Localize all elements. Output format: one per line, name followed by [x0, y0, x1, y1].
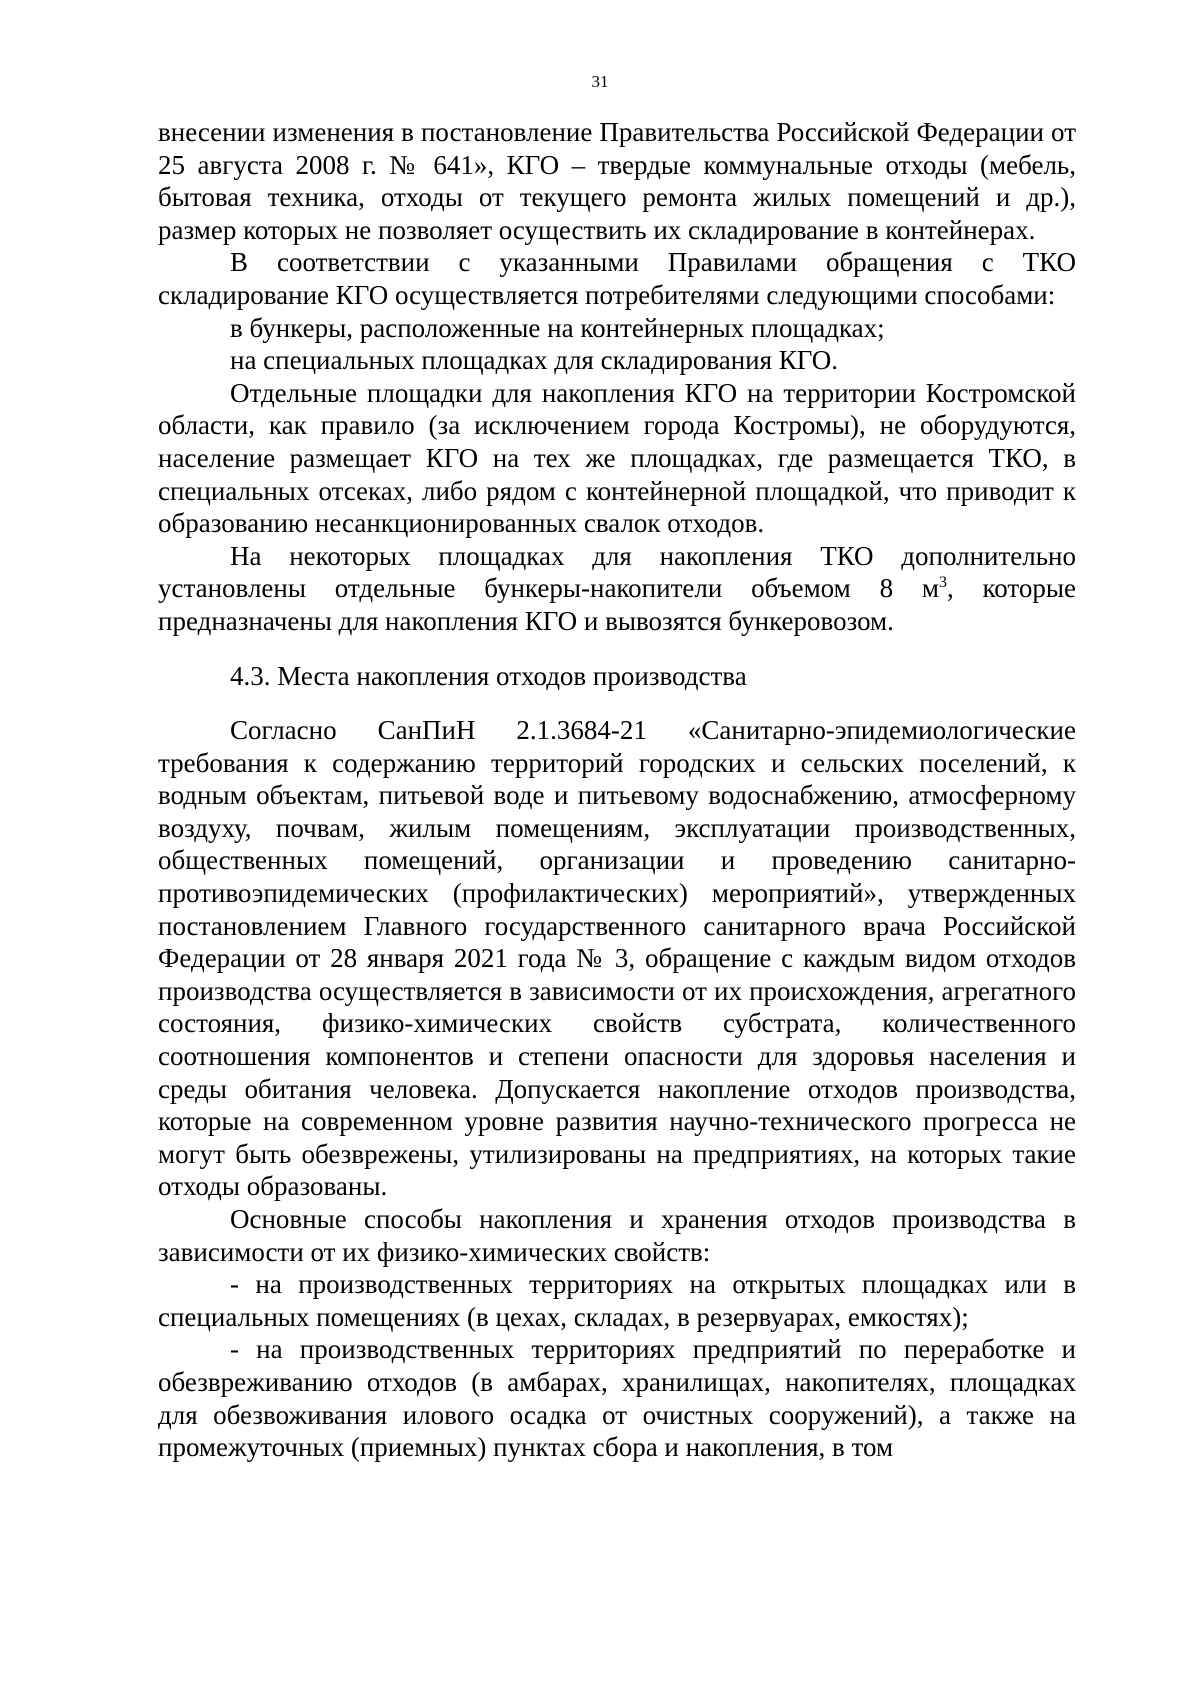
list-item-bunkers: в бункеры, расположенные на контейнерных площадках;: [230, 312, 885, 343]
list-item-open-sites: - на производственных территориях на открытых площадках или в специальных помещениях (в цехах, складах, в резервуарах, емкостях);: [158, 1269, 1076, 1332]
list-item-special-sites: на специальных площадках для складирования КГО.: [230, 345, 838, 376]
paragraph-sanpin: Согласно СанПиН 2.1.3684-21 «Санитарно-эпидемиологические требования к содержанию территорий городских и сельских поселений, к водным объектам, питьевой воде и питьевому водоснабжению, атмосферному воздуху, почвам, жилым помещениям, эксплуатации производственных, общественных помещений, организации и проведению санитарно-противоэпидемических (профилактических) мероприятий», утвержденных постановлением Главного государственного санитарного врача Российской Федерации от 28 января 2021 года № 3, обращение с каждым видом отходов производства осуществляется в зависимости от их происхождения, агрегатного состояния, физико-химических свойств субстрата, количественного соотношения компонентов и степени опасности для здоровья населения и среды обитания человека. Допускается накопление отходов производства, которые на современном уровне развития научно-технического прогресса не могут быть обезврежены, утилизированы на предприятиях, на которых такие отходы образованы.: [158, 715, 1076, 1202]
list-item-processing-sites: - на производственных территориях предприятий по переработке и обезвреживанию отходов (в амбарах, хранилищах, накопителях, площадках для обезвоживания илового осадка от очистных сооружений), а также на промежуточных (приемных) пунктах сбора и накопления, в том: [158, 1334, 1076, 1463]
paragraph-bunker-volume: [158, 540, 1076, 638]
paragraph-bunker-volume-text: На некоторых площадках для накопления ТКО дополнительно установлены отдельные бункеры-накопители объемом 8 м: [158, 540, 1076, 604]
paragraph-kgo-storage: В соответствии с указанными Правилами обращения с ТКО складирование КГО осуществляется потребителями следующими способами:: [158, 247, 1076, 310]
section-heading: 4.3. Места накопления отходов производства: [230, 660, 747, 691]
document-body: [158, 116, 1076, 1464]
cubic-superscript: 3: [938, 574, 947, 592]
page-number: 31: [591, 72, 609, 91]
paragraph-separate-sites: Отдельные площадки для накопления КГО на территории Костромской области, как правило (за исключением города Костромы), не оборудуются, население размещает КГО на тех же площадках, где размещается ТКО, в специальных отсеках, либо рядом с контейнерной площадкой, что приводит к образованию несанкционированных свалок отходов.: [158, 377, 1076, 539]
paragraph-bunker-volume-text-end: , которые предназначены для накопления КГО и вывозятся бункеровозом.: [158, 573, 1076, 636]
paragraph-storage-methods: Основные способы накопления и хранения отходов производства в зависимости от их физико-химических свойств:: [158, 1204, 1076, 1267]
paragraph-continuation: внесении изменения в постановление Правительства Российской Федерации от 25 августа 2008 г. № 641», КГО – твердые коммунальные отходы (мебель, бытовая техника, отходы от текущего ремонта жилых помещений и др.), размер которых не позволяет осуществить их складирование в контейнерах.: [158, 117, 1076, 245]
